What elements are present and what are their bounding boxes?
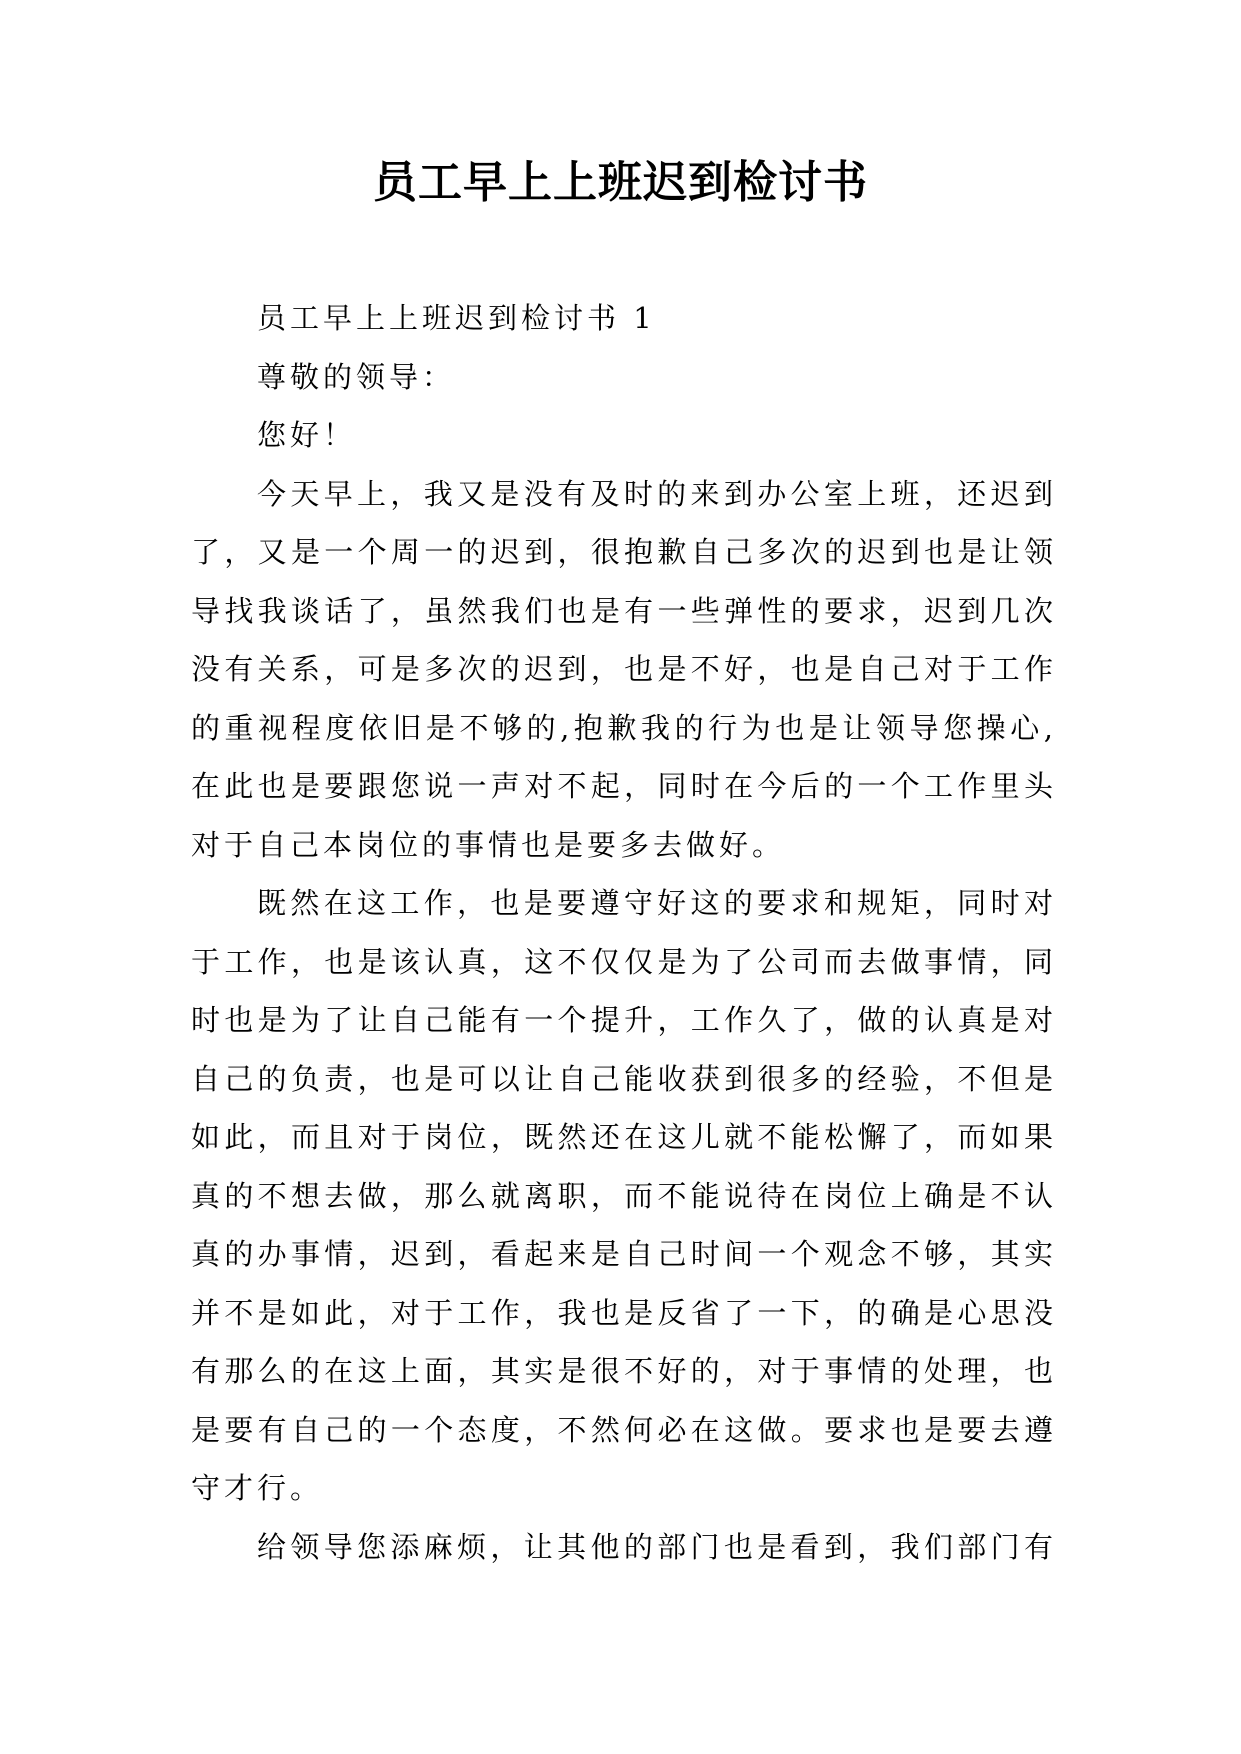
paragraph-line: 既然在这工作，也是要遵守好这的要求和规矩，同时对 [257,886,1057,920]
paragraph-line: 今天早上，我又是没有及时的来到办公室上班，还迟到 [257,476,1057,511]
paragraph-line: 如此，而且对于岗位，既然还在这儿就不能松懈了，而如果 [191,1120,1057,1154]
paragraph-line: 了，又是一个周一的迟到，很抱歉自己多次的迟到也是让领 [191,535,1057,569]
paragraph-greeting [191,406,1057,465]
paragraph-salutation [191,348,1057,407]
paragraph-line: 尊敬的领导： [257,359,456,394]
paragraph-line: 没有关系，可是多次的迟到，也是不好，也是自己对于工作 [191,652,1057,686]
paragraph-line: 对于自己本岗位的事情也是要多去做好。 [191,827,786,862]
paragraph-line: 并不是如此，对于工作，我也是反省了一下，的确是心思没 [191,1295,1057,1330]
paragraph-heading [191,289,1057,348]
document-title: 员工早上上班迟到检讨书 [373,157,868,208]
paragraph-line: 给领导您添麻烦，让其他的部门也是看到，我们部门有 [257,1529,1057,1564]
document-body [191,289,1057,1576]
paragraph-line: 时也是为了让自己能有一个提升，工作久了，做的认真是对 [191,1003,1057,1037]
paragraph-line: 真的不想去做，那么就离职，而不能说待在岗位上确是不认 [191,1178,1057,1213]
paragraph-line: 真的办事情，迟到，看起来是自己时间一个观念不够，其实 [191,1237,1057,1271]
paragraph-line: 您好！ [257,418,357,452]
paragraph [191,1518,1057,1577]
paragraph-line: 有那么的在这上面，其实是很不好的，对于事情的处理，也 [191,1354,1057,1388]
paragraph-line: 于工作，也是该认真，这不仅仅是为了公司而去做事情，同 [191,944,1057,979]
paragraph-line: 员工早上上班迟到检讨书 1 [257,301,656,335]
paragraph [191,874,1057,1518]
paragraph-line: 导找我谈话了，虽然我们也是有一些弹性的要求，迟到几次 [191,593,1057,628]
paragraph-line: 的重视程度依旧是不够的,抱歉我的行为也是让领导您操心, [191,710,1057,745]
paragraph [191,465,1057,875]
paragraph-line: 守才行。 [191,1471,324,1505]
paragraph-line: 是要有自己的一个态度，不然何必在这做。要求也是要去遵 [191,1412,1057,1447]
paragraph-line: 在此也是要跟您说一声对不起，同时在今后的一个工作里头 [191,769,1057,803]
paragraph-line: 自己的负责，也是可以让自己能收获到很多的经验，不但是 [191,1061,1057,1096]
